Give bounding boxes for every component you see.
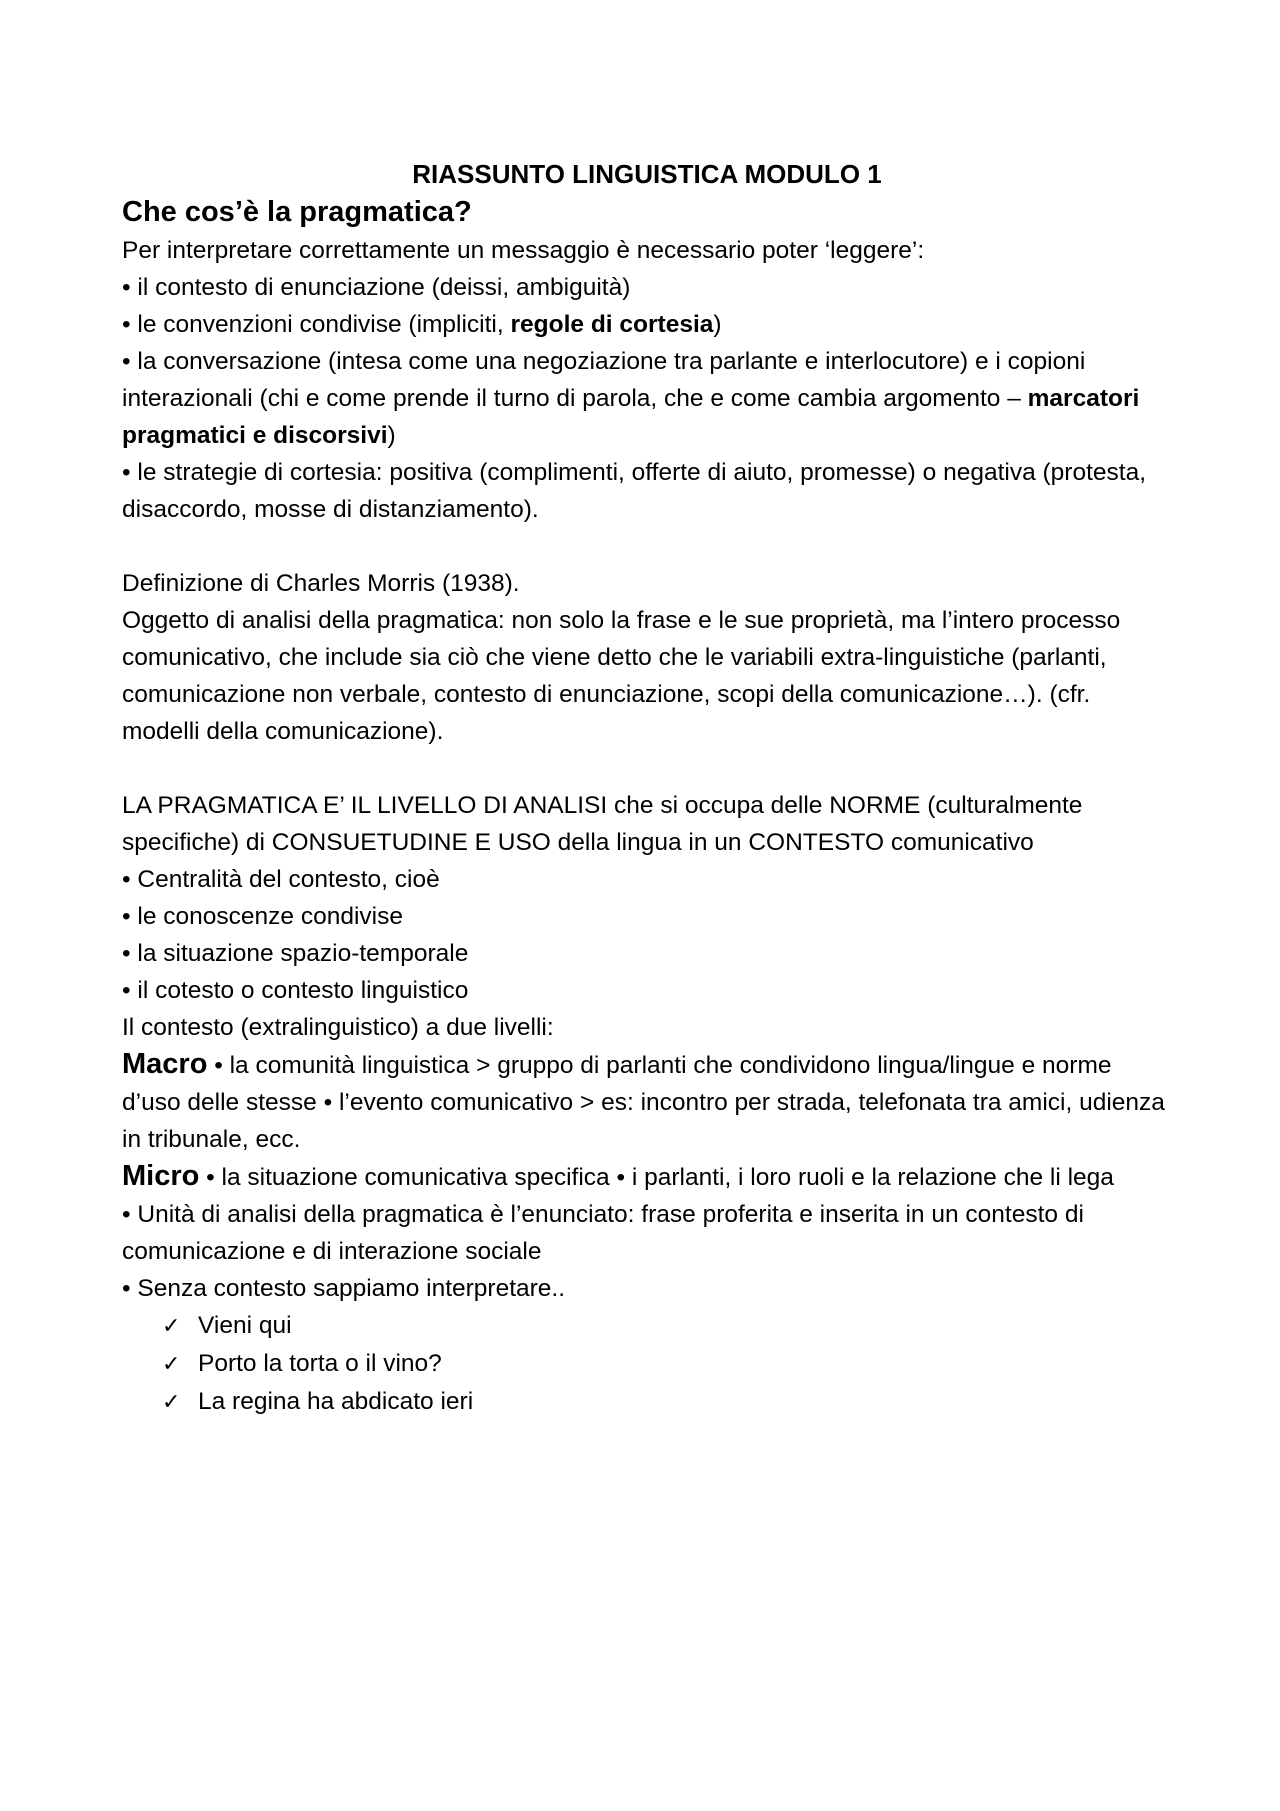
context-bullet-3: • la situazione spazio-temporale (122, 935, 1172, 972)
checkmark-icon: ✓ (162, 1314, 181, 1339)
macro-text: • la comunità linguistica > gruppo di parlanti che condividono lingua/lingue e norme d’uso delle stesse • l’evento comunicativo > es: incontro per strada, telefonata tra amici, udienza in tribunale, ecc. (122, 1052, 1165, 1153)
example-item (162, 1345, 1172, 1383)
example-text: Vieni qui (198, 1312, 292, 1339)
example-item (162, 1307, 1172, 1345)
context-bullet-4: • il cotesto o contesto linguistico (122, 972, 1172, 1009)
intro-bullet-3-text: la conversazione (intesa come una negoziazione tra parlante e interlocutore) e i copioni interazionali (chi e come prende il turno di parola, che e come cambia argomento – (122, 348, 1086, 412)
example-item (162, 1383, 1172, 1421)
context-bullet-1: • Centralità del contesto, cioè (122, 861, 1172, 898)
object-paragraph: Oggetto di analisi della pragmatica: non solo la frase e le sue proprietà, ma l’intero processo comunicativo, che include sia ciò che viene detto che le variabili extra-linguistiche (parlanti, comunicazione non verbale, contesto di enunciazione, scopi della comunicazione…). (cfr. modelli della comunicazione). (122, 607, 1121, 745)
intro-bullet-2-end: ) (713, 311, 722, 338)
micro-text: • la situazione comunicativa specifica • i parlanti, i loro ruoli e la relazione che li lega (199, 1164, 1114, 1191)
checkmark-icon: ✓ (162, 1352, 181, 1377)
intro-bullet-1: • il contesto di enunciazione (deissi, ambiguità) (122, 269, 1172, 306)
intro-bullet-3-bold: marcatori pragmatici e discorsivi (122, 385, 1140, 449)
without-context-bullet: • Senza contesto sappiamo interpretare.. (122, 1270, 1172, 1307)
document-title: RIASSUNTO LINGUISTICA MODULO 1 (412, 159, 882, 189)
micro-label: Micro (122, 1160, 200, 1192)
intro-paragraph: Per interpretare correttamente un messaggio è necessario poter ‘leggere’: (122, 237, 925, 264)
examples-list (122, 1307, 1172, 1421)
intro-bullet-2-bold: regole di cortesia (510, 311, 714, 338)
example-text: Porto la torta o il vino? (198, 1350, 442, 1377)
macro-paragraph (122, 1046, 1172, 1158)
morris-definition: Definizione di Charles Morris (1938). (122, 570, 520, 597)
blank-line (122, 750, 1172, 787)
intro-bullet-4: • le strategie di cortesia: positiva (complimenti, offerte di aiuto, promesse) o negativa (protesta, disaccordo, mosse di distanziamento). (122, 454, 1172, 528)
context-bullet-2: • le conoscenze condivise (122, 898, 1172, 935)
intro-bullet-3-end: ) (387, 422, 396, 449)
example-text: La regina ha abdicato ieri (198, 1388, 474, 1415)
intro-bullet-2 (122, 306, 1172, 343)
intro-bullet-3 (122, 343, 1172, 454)
context-levels-intro: Il contesto (extralinguistico) a due livelli: (122, 1014, 554, 1041)
unit-bullet: • Unità di analisi della pragmatica è l’enunciato: frase proferita e inserita in un contesto di comunicazione e di interazione sociale (122, 1196, 1172, 1270)
document-body (122, 156, 1172, 1421)
checkmark-icon: ✓ (162, 1390, 181, 1415)
macro-label: Macro (122, 1048, 208, 1080)
micro-paragraph (122, 1158, 1172, 1196)
level-paragraph: LA PRAGMATICA E’ IL LIVELLO DI ANALISI che si occupa delle NORME (culturalmente specifiche) di CONSUETUDINE E USO della lingua in un CONTESTO comunicativo (122, 792, 1083, 856)
blank-line (122, 528, 1172, 565)
section-heading: Che cos’è la pragmatica? (122, 196, 472, 228)
intro-bullet-2-text: le convenzioni condivise (impliciti, (137, 311, 511, 338)
